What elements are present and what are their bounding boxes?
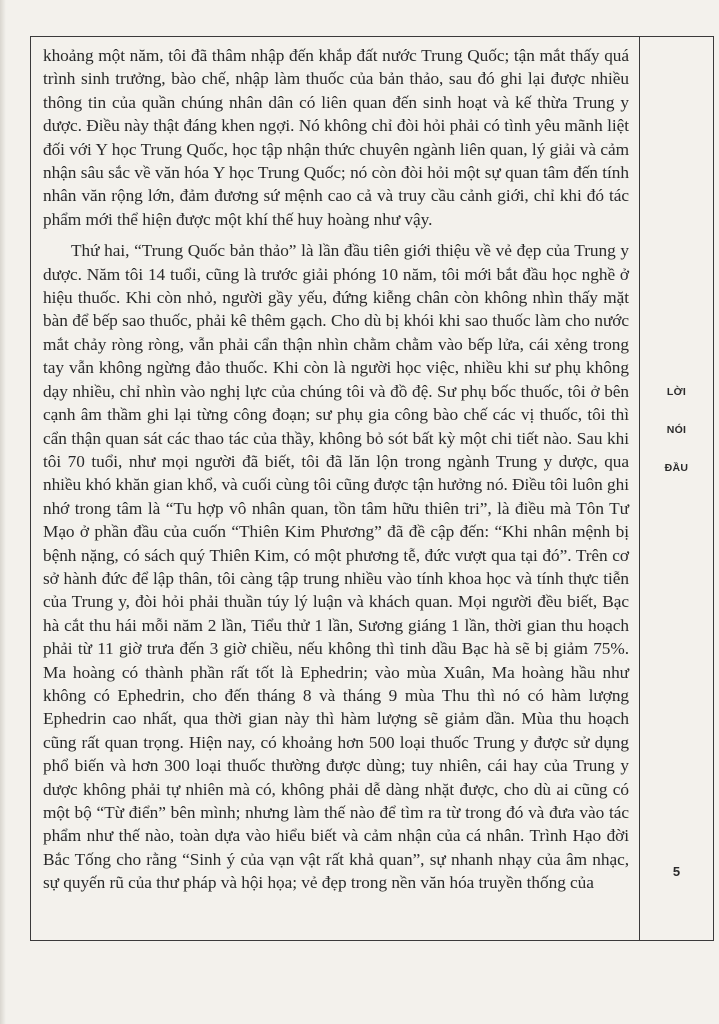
side-column-frame — [639, 36, 714, 941]
section-label-line-2: NÓI — [666, 424, 687, 436]
page-number: 5 — [672, 864, 681, 879]
section-label-line-3: ĐẦU — [664, 462, 689, 474]
body-text — [43, 44, 629, 895]
section-label-line-1: LỜI — [666, 386, 687, 398]
page-edge-shadow — [0, 0, 6, 1024]
paragraph-continued: khoảng một năm, tôi đã thâm nhập đến khắp đất nước Trung Quốc; tận mắt thấy quá trình sinh trưởng, bào chế, nhập làm thuốc của bản thảo, sau đó ghi lại được nhiều thông tin của quần chúng nhân dân có liên quan đến sinh hoạt và kế thừa Trung y dược. Điều này thật đáng khen ngợi. Nó không chỉ đòi hỏi phải có tình yêu mãnh liệt đối với Y học Trung Quốc, học tập nhận thức chuyên ngành liên quan, lý giải và cảm nhận sâu sắc về văn hóa Y học Trung Quốc; nó còn đòi hỏi một sự quan tâm đến tính nhân văn rộng lớn, đảm đương sứ mệnh cao cả và truy cầu cảnh giới, chỉ khi đó tác phẩm mới thể hiện được một khí thế huy hoàng như vậy. — [43, 46, 629, 229]
paragraph-second: Thứ hai, “Trung Quốc bản thảo” là lần đầu tiên giới thiệu về vẻ đẹp của Trung y dược. Năm tôi 14 tuổi, cũng là trước giải phóng 10 năm, tôi mới bắt đầu học nghề ở hiệu thuốc. Khi còn nhỏ, người gầy yếu, đứng kiễng chân còn không nhìn thấy mặt bàn để bếp sao thuốc, phải kê thêm gạch. Cho dù bị khói khi sao thuốc làm cho nước mắt chảy ròng ròng, vẫn phải cẩn thận nhìn chằm chằm vào bếp lửa, cái xẻng trong tay vẫn không ngừng đảo thuốc. Khi còn là người học việc, nhiều khi sư phụ không dạy nhiều, chỉ nhìn vào nghị lực của chúng tôi và đồ đệ. Sư phụ bốc thuốc, tôi ở bên cạnh âm thầm ghi lại từng công đoạn; sư phụ gia công bào chế các vị thuốc, tôi thì cẩn thận quan sát các thao tác của thầy, không bỏ sót bất kỳ một chi tiết nào. Sau khi tôi 70 tuổi, như mọi người đã biết, tôi đã lăn lộn trong ngành Trung y dược, qua nhiều khó khăn gian khổ, và cuối cùng tôi cũng được tận hưởng nó. Điều tôi luôn ghi nhớ trong tâm là “Tu hợp vô nhân quan, tồn tâm hữu thiên tri”, là điều mà Tôn Tư Mạo ở phần đầu của cuốn “Thiên Kim Phương” đã đề cập đến: “Khi nhân mệnh bị bệnh nặng, có sách quý Thiên Kim, có một phương tễ, đức vượt qua tại đó”. Trên cơ sở hành đức để lập thân, tôi càng tập trung nhiều vào tính khoa học và tính thực tiễn của Trung y, đòi hỏi phải thuần túy lý luận và khách quan. Mọi người đều biết, Bạc hà cắt thu hái mỗi năm 2 lần, Tiểu thử 1 lần, Sương giáng 1 lần, thời gian thu hoạch phải từ 11 giờ trưa đến 3 giờ chiều, nếu không thì tinh dầu Bạc hà sẽ bị giảm 75%. Ma hoàng có thành phần rất tốt là Ephedrin; vào mùa Xuân, Ma hoàng hầu như không có Ephedrin, cho đến tháng 8 và tháng 9 mùa Thu thì nó có hàm lượng Ephedrin cao nhất, qua thời gian này thì hàm lượng sẽ giảm dần. Mùa thu hoạch cũng rất quan trọng. Hiện nay, có khoảng hơn 500 loại thuốc Trung y được sử dụng phổ biến và hơn 300 loại thuốc thường được dùng; tuy nhiên, cái hay của Trung y dược không phải tự nhiên mà có, không phải dễ dàng nhặt được, cho dù ai cũng có một bộ “Từ điển” bên mình; nhưng làm thế nào để tìm ra từ trong đó và đưa vào tác phẩm như thế nào, toàn dựa vào hiểu biết và cảm nhận của cá nhân. Trình Hạo đời Bắc Tống cho rằng “Sinh ý của vạn vật rất khả quan”, sự nhanh nhạy của âm nhạc, sự quyến rũ của thư pháp và hội họa; vẻ đẹp trong nền văn hóa truyền thống của — [43, 241, 629, 893]
